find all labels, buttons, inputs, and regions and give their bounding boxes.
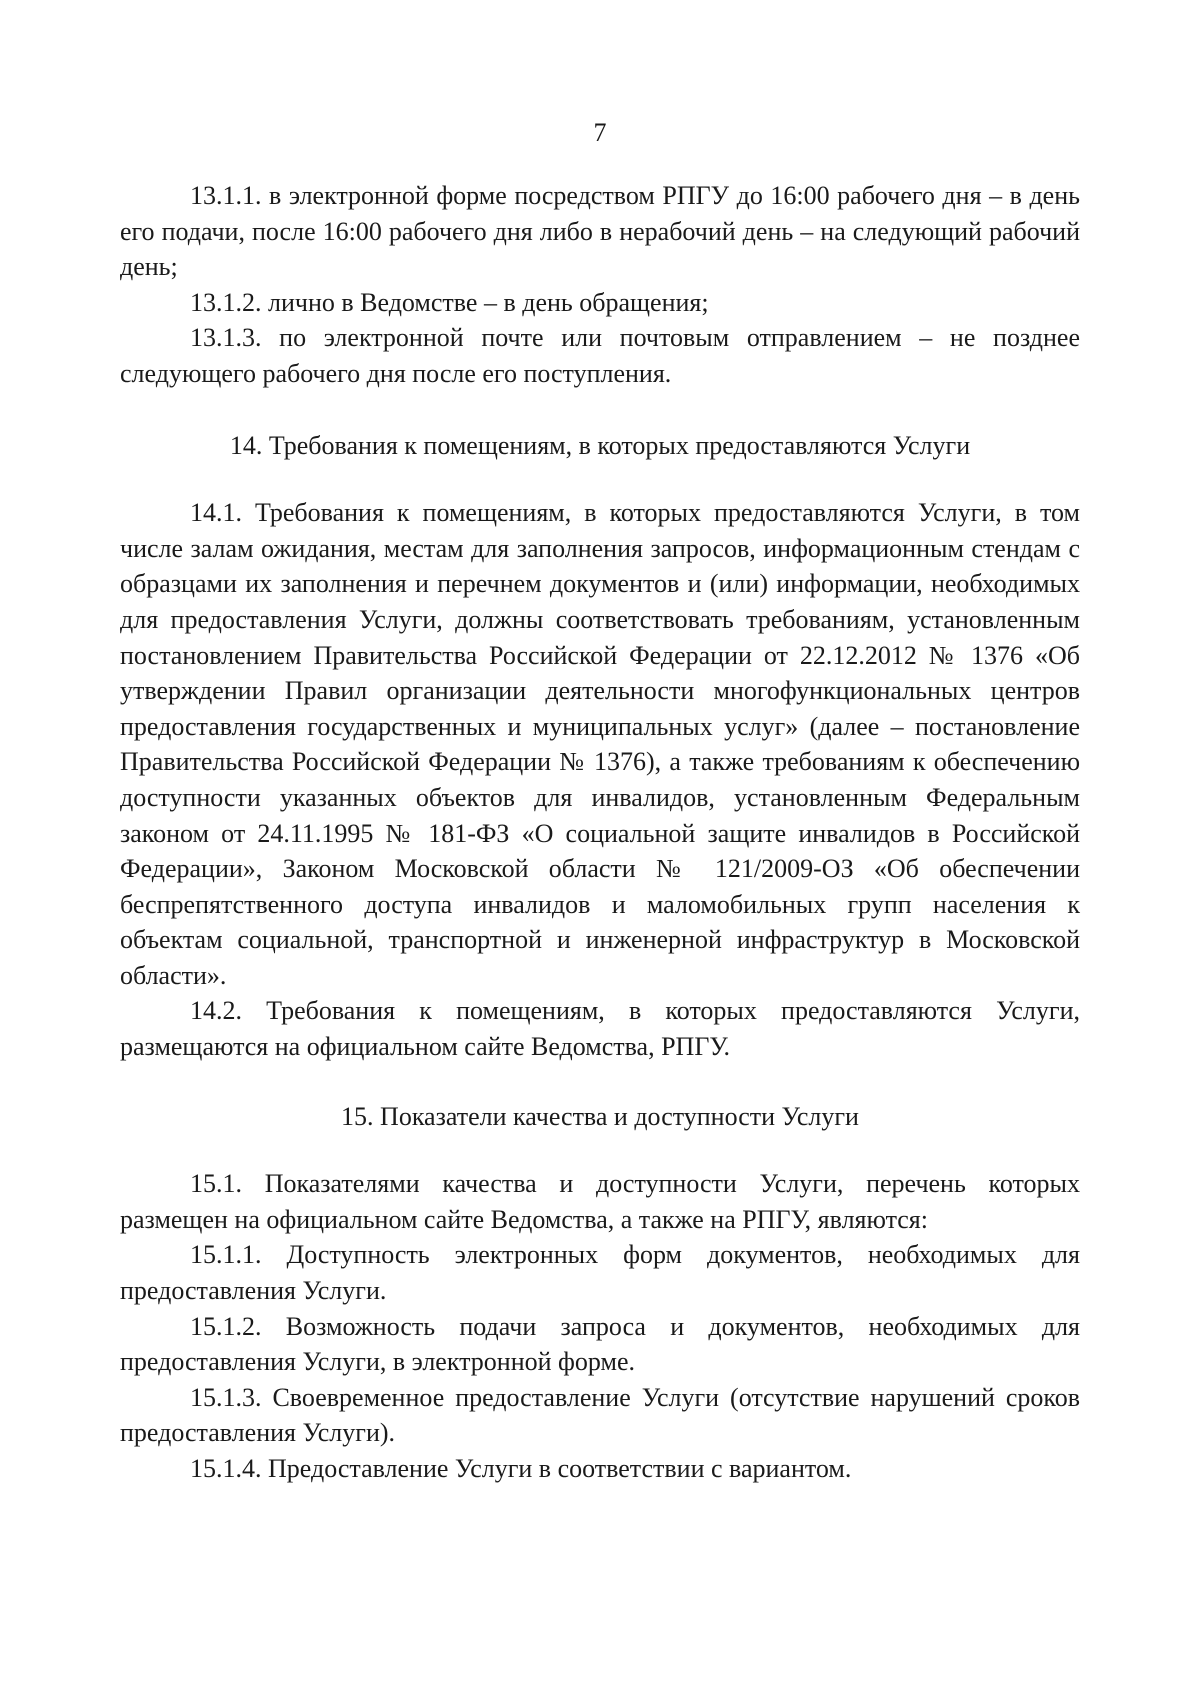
paragraph-14-2: 14.2. Требования к помещениям, в которых предоставляются Услуги, размещаются на официальном сайте Ведомства, РПГУ.	[120, 996, 1080, 1062]
paragraph-15-1-4: 15.1.4. Предоставление Услуги в соответствии с вариантом.	[190, 1454, 852, 1483]
paragraph-13-1-2: 13.1.2. лично в Ведомстве – в день обращения;	[190, 287, 709, 317]
paragraph-13-1-1: 13.1.1. в электронной форме посредством РПГУ до 16:00 рабочего дня – в день его подачи, после 16:00 рабочего дня либо в нерабочий день – на следующий рабочий день;	[120, 181, 1080, 282]
paragraph-14-1: 14.1. Требования к помещениям, в которых предоставляются Услуги, в том числе залам ожидания, местам для заполнения запросов, информационным стендам с образцами их заполнения и перечнем документов и (или) информации, необходимых для предоставления Услуги, должны соответствовать требованиям, установленным постановлением Правительства Российской Федерации от 22.12.2012 № 1376 «Об утверждении Правил организации деятельности многофункциональных центров предоставления государственных и муниципальных услуг» (далее – постановление Правительства Российской Федерации № 1376), а также требованиям к обеспечению доступности указанных объектов для инвалидов, установленным Федеральным законом от 24.11.1995 № 181-ФЗ «О социальной защите инвалидов в Российской Федерации», Законом Московской области № 121/2009-ОЗ «Об обеспечении беспрепятственного доступа инвалидов и маломобильных групп населения к объектам социальной, транспортной и инженерной инфраструктур в Московской области».	[120, 498, 1080, 990]
paragraph-13-1-3: 13.1.3. по электронной почте или почтовым отправлением – не позднее следующего рабочего дня после его поступления.	[120, 323, 1080, 388]
section-14-heading: 14. Требования к помещениям, в которых предоставляются Услуги	[229, 430, 971, 460]
paragraph-15-1-2: 15.1.2. Возможность подачи запроса и документов, необходимых для предоставления Услуги, в электронной форме.	[120, 1311, 1080, 1377]
page-number: 7	[593, 118, 607, 147]
paragraph-15-1-3: 15.1.3. Своевременное предоставление Услуги (отсутствие нарушений сроков предоставления Услуги).	[120, 1382, 1080, 1448]
paragraph-15-1-1: 15.1.1. Доступность электронных форм документов, необходимых для предоставления Услуги.	[120, 1240, 1080, 1306]
document-body	[120, 178, 1080, 1487]
paragraph-15-1: 15.1. Показателями качества и доступности Услуги, перечень которых размещен на официальном сайте Ведомства, а также на РПГУ, являются:	[120, 1169, 1080, 1234]
section-15-heading: 15. Показатели качества и доступности Услуги	[341, 1101, 859, 1131]
